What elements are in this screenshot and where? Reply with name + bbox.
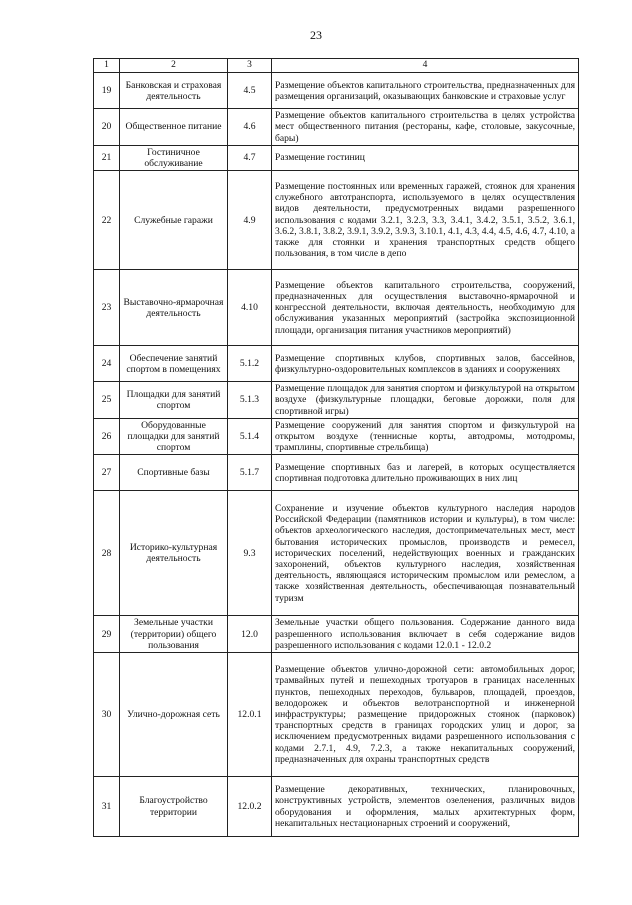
- use-description: Размещение объектов капитального строительства в целях устройства мест общественного питания (рестораны, кафе, столовые, закусочные, бары): [272, 109, 579, 146]
- use-name: Земельные участки (территории) общего пользования: [120, 616, 228, 653]
- use-name: Благоустройство территории: [120, 777, 228, 837]
- use-name: Обеспечение занятий спортом в помещениях: [120, 346, 228, 382]
- page-number: 23: [310, 28, 322, 42]
- land-use-table: [93, 58, 579, 837]
- use-description: Размещение сооружений для занятия спортом и физкультурой на открытом воздухе (теннисные корты, автодромы, мотодромы, трамплины, спортивные стрельбища): [272, 418, 579, 455]
- use-name: Гостиничное обслуживание: [120, 145, 228, 170]
- table-row: [94, 145, 579, 170]
- use-code: 4.7: [228, 145, 272, 170]
- use-name: Площадки для занятий спортом: [120, 382, 228, 419]
- use-name: Улично-дорожная сеть: [120, 653, 228, 777]
- header-col-4: 4: [272, 59, 579, 73]
- use-code: 5.1.4: [228, 418, 272, 455]
- use-description: Размещение объектов капитального строительства, предназначенных для размещения организаций, оказывающих банковские и страховые услуг: [272, 73, 579, 109]
- table-header-row: [94, 59, 579, 73]
- header-col-1: 1: [94, 59, 120, 73]
- row-number: 19: [94, 73, 120, 109]
- use-code: 9.3: [228, 491, 272, 616]
- table-row: [94, 171, 579, 270]
- use-name: Общественное питание: [120, 109, 228, 146]
- row-number: 27: [94, 455, 120, 491]
- use-name: Выставочно-ярмарочная деятельность: [120, 270, 228, 346]
- use-description: Размещение гостиниц: [272, 145, 579, 170]
- use-code: 12.0.2: [228, 777, 272, 837]
- table-row: [94, 418, 579, 455]
- use-name: Историко-культурная деятельность: [120, 491, 228, 616]
- table-row: [94, 382, 579, 419]
- use-description: Размещение декоративных, технических, планировочных, конструктивных устройств, элементов озеленения, различных видов оборудования и оформления, малых архитектурных форм, некапитальных нестационарных строений и сооружений,: [272, 777, 579, 837]
- use-code: 5.1.2: [228, 346, 272, 382]
- use-description: Сохранение и изучение объектов культурного наследия народов Российской Федерации (памятников истории и культуры), в том числе: объектов археологического наследия, достопримечательных мест, мест бытования исторических промыслов, производств и ремесел, исторических поселений, недействующих военных и гражданских захоронений, объектов культурного наследия, хозяйственная деятельность, являющаяся историческим промыслом или ремеслом, а также хозяйственная деятельность, обеспечивающая познавательный туризм: [272, 491, 579, 616]
- use-code: 5.1.7: [228, 455, 272, 491]
- use-description: Размещение объектов капитального строительства, сооружений, предназначенных для осуществления выставочно-ярмарочной и конгрессной деятельности, включая деятельность, необходимую для обслуживания указанных мероприятий (застройка экспозиционной площади, организация питания участников мероприятий): [272, 270, 579, 346]
- use-name: Банковская и страховая деятельность: [120, 73, 228, 109]
- row-number: 29: [94, 616, 120, 653]
- use-code: 4.9: [228, 171, 272, 270]
- use-code: 12.0: [228, 616, 272, 653]
- use-name: Служебные гаражи: [120, 171, 228, 270]
- use-code: 12.0.1: [228, 653, 272, 777]
- use-description: Размещение объектов улично-дорожной сети: автомобильных дорог, трамвайных путей и пешеходных тротуаров в границах населенных пунктов, пешеходных переходов, бульваров, площадей, проездов, велодорожек и объектов велотранспортной и инженерной инфраструктуры; размещение придорожных стоянок (парковок) транспортных средств в границах городских улиц и дорог, за исключением предусмотренных видами разрешенного использования с кодами 2.7.1, 4.9, 7.2.3, а также некапитальных сооружений, предназначенных для охраны транспортных средств: [272, 653, 579, 777]
- row-number: 25: [94, 382, 120, 419]
- table-row: [94, 109, 579, 146]
- use-code: 4.6: [228, 109, 272, 146]
- table-row: [94, 73, 579, 109]
- row-number: 20: [94, 109, 120, 146]
- table-row: [94, 455, 579, 491]
- use-name: Спортивные базы: [120, 455, 228, 491]
- table-row: [94, 616, 579, 653]
- row-number: 28: [94, 491, 120, 616]
- header-col-2: 2: [120, 59, 228, 73]
- table-row: [94, 491, 579, 616]
- row-number: 22: [94, 171, 120, 270]
- row-number: 31: [94, 777, 120, 837]
- use-code: 4.5: [228, 73, 272, 109]
- use-description: Размещение спортивных клубов, спортивных залов, бассейнов, физкультурно-оздоровительных комплексов в зданиях и сооружениях: [272, 346, 579, 382]
- use-code: 5.1.3: [228, 382, 272, 419]
- use-code: 4.10: [228, 270, 272, 346]
- table-row: [94, 653, 579, 777]
- row-number: 24: [94, 346, 120, 382]
- use-description: Размещение постоянных или временных гаражей, стоянок для хранения служебного автотранспорта, используемого в целях осуществления видов деятельности, предусмотренных видами разрешенного использования с кодами 3.2.1, 3.2.3, 3.3, 3.4.1, 3.4.2, 3.5.1, 3.5.2, 3.6.1, 3.6.2, 3.8.1, 3.8.2, 3.9.1, 3.9.2, 3.9.3, 3.10.1, 4.1, 4.3, 4.4, 4.5, 4.6, 4.7, 4.10, а также для стоянки и хранения транспортных средств общего пользования, в том числе в депо: [272, 171, 579, 270]
- use-description: Земельные участки общего пользования. Содержание данного вида разрешенного использования включает в себя содержание видов разрешенного использования с кодами 12.0.1 - 12.0.2: [272, 616, 579, 653]
- use-name: Оборудованные площадки для занятий спортом: [120, 418, 228, 455]
- row-number: 26: [94, 418, 120, 455]
- table-row: [94, 777, 579, 837]
- use-description: Размещение площадок для занятия спортом и физкультурой на открытом воздухе (физкультурные площадки, беговые дорожки, поля для спортивной игры): [272, 382, 579, 419]
- use-description: Размещение спортивных баз и лагерей, в которых осуществляется спортивная подготовка длительно проживающих в них лиц: [272, 455, 579, 491]
- header-col-3: 3: [228, 59, 272, 73]
- row-number: 21: [94, 145, 120, 170]
- table-row: [94, 346, 579, 382]
- table-row: [94, 270, 579, 346]
- row-number: 23: [94, 270, 120, 346]
- row-number: 30: [94, 653, 120, 777]
